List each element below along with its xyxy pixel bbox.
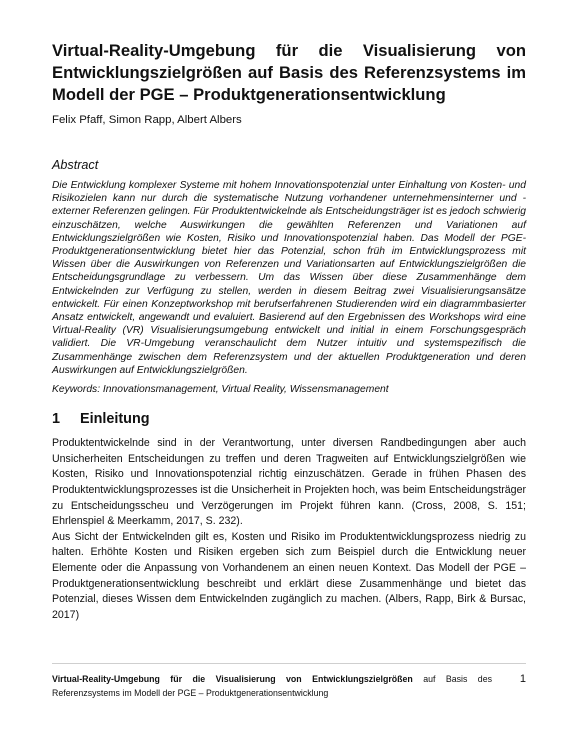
section-number: 1 <box>52 411 61 428</box>
body-paragraph-1: Produktentwickelnde sind in der Verantwortung, unter diversen Randbedingungen aber auch Unsicherheiten Entscheidungen zu treffen und deren Tragweiten auf Entwicklungszielgrößen wie Kosten, Risiko und Innovationspotenzial richtig einzuschätzen. Gerade in frühen Phasen des Produktentwicklungsprozesses ist die Unsicherheit in Projekten hoch, was beim Entscheidungsträger zu Entscheidungsscheu und Verzögerungen im Projekt führen kann. (Cross, 2008, S. 151; Ehrlenspiel & Meerkamm, 2017, S. 232). <box>52 437 526 528</box>
paper-page <box>52 40 526 623</box>
footer-title-bold: Virtual-Reality-Umgebung für die Visualisierung von Entwicklungszielgrößen <box>52 674 413 684</box>
section-heading <box>52 410 526 428</box>
keywords-line: Keywords: Innovationsmanagement, Virtual Reality, Wissensmanagement <box>52 384 389 396</box>
paper-title: Virtual-Reality-Umgebung für die Visualisierung von Entwicklungszielgrößen auf Basis des Referenzsystems im Modell der PGE – Produktgenerationsentwicklung <box>52 41 526 104</box>
footer-running-title <box>52 672 492 700</box>
abstract-heading: Abstract <box>52 158 99 172</box>
author-list: Felix Pfaff, Simon Rapp, Albert Albers <box>52 114 242 126</box>
section-title: Einleitung <box>80 411 150 428</box>
footer-title-rest: auf Basis des Referenzsystems im Modell der PGE – Produktgenerationsentwicklung <box>52 674 492 698</box>
page-footer <box>52 663 526 700</box>
abstract-text: Die Entwicklung komplexer Systeme mit hohem Innovationspotenzial unter Einhaltung von Kosten- und Risikozielen kann nur durch die systematische Nutzung vorhandener unternehmensinterner und -externer Referenzen gelingen. Für Produktentwickelnde als Entscheidungsträger ist es jedoch schwierig einzuschätzen, welche Auswirkungen die gewählten Referenzen und Variationen auf Entwicklungszielgrößen wie Kosten, Risiko und Innovationspotenzial haben. Das Modell der PGE-Produktgenerationsentwicklung bietet hier das Potenzial, schon früh im Entwicklungsprozess mit Wissen über die Auswirkungen von Referenzen und Variationsarten auf Entwicklungszielgrößen die Entscheidungsgrundlage zu verbessern. Um das Wissen über diese Zusammenhänge dem Entwickelnden zur Verfügung zu stellen, werden in diesem Beitrag zwei Visualisierungsansätze entwickelt. Für einen Konzeptworkshop mit berufserfahrenen Studierenden wird ein diagrammbasierter Ansatz entwickelt, angewandt und evaluiert. Basierend auf den Ergebnissen des Workshops wird eine Virtual-Reality (VR) Visualisierungsumgebung entwickelt und initial in einem Forschungsgespräch validiert. Die VR-Umgebung veranschaulicht dem Nutzer intuitiv und systemspezifisch die Zusammenhänge zwischen dem Referenzsystem und der aktuellen Produktgeneration und deren Auswirkungen auf Entwicklungszielgrößen. <box>52 180 526 376</box>
body-paragraph-2: Aus Sicht der Entwickelnden gilt es, Kosten und Risiko im Produktentwicklungsprozess niedrig zu halten. Erhöhte Kosten und Risiken ergeben sich zum Beispiel durch die Entwicklung neuer Elemente oder die Anpassung von Vorhandenem an einen neuen Kontext. Das Modell der PGE – Produktgenerationsentwicklung beschreibt und erklärt diese Zusammenhänge und bietet das Potenzial, dieses Wissen dem Entwickelnden zugänglich zu machen. (Albers, Rapp, Birk & Bursac, 2017) <box>52 530 526 621</box>
page-number: 1 <box>519 673 526 685</box>
